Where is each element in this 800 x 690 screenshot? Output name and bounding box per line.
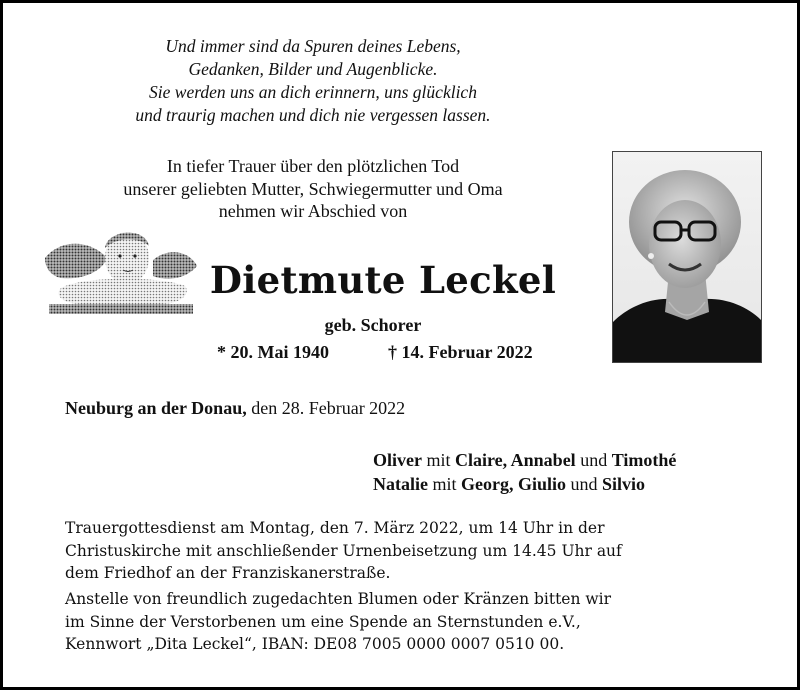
portrait-photo-icon: [613, 152, 761, 362]
connector: und: [566, 474, 602, 494]
place: Neuburg an der Donau,: [65, 398, 247, 418]
poem-line: und traurig machen und dich nie vergessen lassen.: [135, 105, 491, 125]
poem-line: Sie werden uns an dich erinnern, uns glücklich: [149, 82, 477, 102]
mourner-name: Oliver: [373, 450, 422, 470]
connector: mit: [421, 450, 455, 470]
donation-line: im Sinne der Verstorbenen um eine Spende an Sternstunden e.V.,: [65, 612, 581, 631]
service-line: dem Friedhof an der Franziskanerstraße.: [65, 564, 391, 582]
place-date: [65, 398, 405, 419]
intro-text: [93, 155, 533, 223]
portrait-photo: [612, 151, 762, 363]
donation-line: Kennwort „Dita Leckel“, IBAN: DE08 7005 0000 0007 0510 00.: [65, 635, 565, 653]
donation-line: Anstelle von freundlich zugedachten Blumen oder Kränzen bitten wir: [65, 590, 612, 608]
family-mourners: [373, 448, 676, 496]
mourner-name: Natalie: [373, 474, 428, 494]
intro-line: unserer geliebten Mutter, Schwiegermutter und Oma: [123, 178, 503, 199]
intro-line: In tiefer Trauer über den plötzlichen Tod: [166, 156, 460, 176]
intro-line: nehmen wir Abschied von: [218, 201, 408, 221]
poem-line: Und immer sind da Spuren deines Lebens,: [165, 36, 461, 56]
poem-line: Gedanken, Bilder und Augenblicke.: [188, 59, 438, 79]
donation-info: [65, 588, 611, 656]
mourner-name: Timothé: [611, 450, 677, 470]
connector: mit: [427, 474, 461, 494]
death-date: † 14. Februar 2022: [388, 342, 533, 362]
deceased-name: Dietmute Leckel: [209, 258, 557, 302]
mourner-name: Claire, Annabel: [455, 450, 576, 470]
poem: [123, 35, 503, 127]
cherub-illustration-icon: [41, 218, 201, 318]
mourner-name: Georg, Giulio: [461, 474, 566, 494]
service-line: Christuskirche mit anschließender Urnenbeisetzung um 14.45 Uhr auf: [65, 541, 622, 560]
connector: und: [575, 450, 612, 470]
mourner-name: Silvio: [602, 474, 646, 494]
family-line: [373, 448, 676, 472]
service-line: Trauergottesdienst am Montag, den 7. März 2022, um 14 Uhr in der: [65, 519, 605, 537]
service-info: [65, 517, 622, 585]
birth-date: * 20. Mai 1940: [217, 342, 329, 362]
date: den 28. Februar 2022: [246, 398, 406, 418]
maiden-name: geb. Schorer: [324, 315, 422, 335]
family-line: [373, 472, 676, 496]
